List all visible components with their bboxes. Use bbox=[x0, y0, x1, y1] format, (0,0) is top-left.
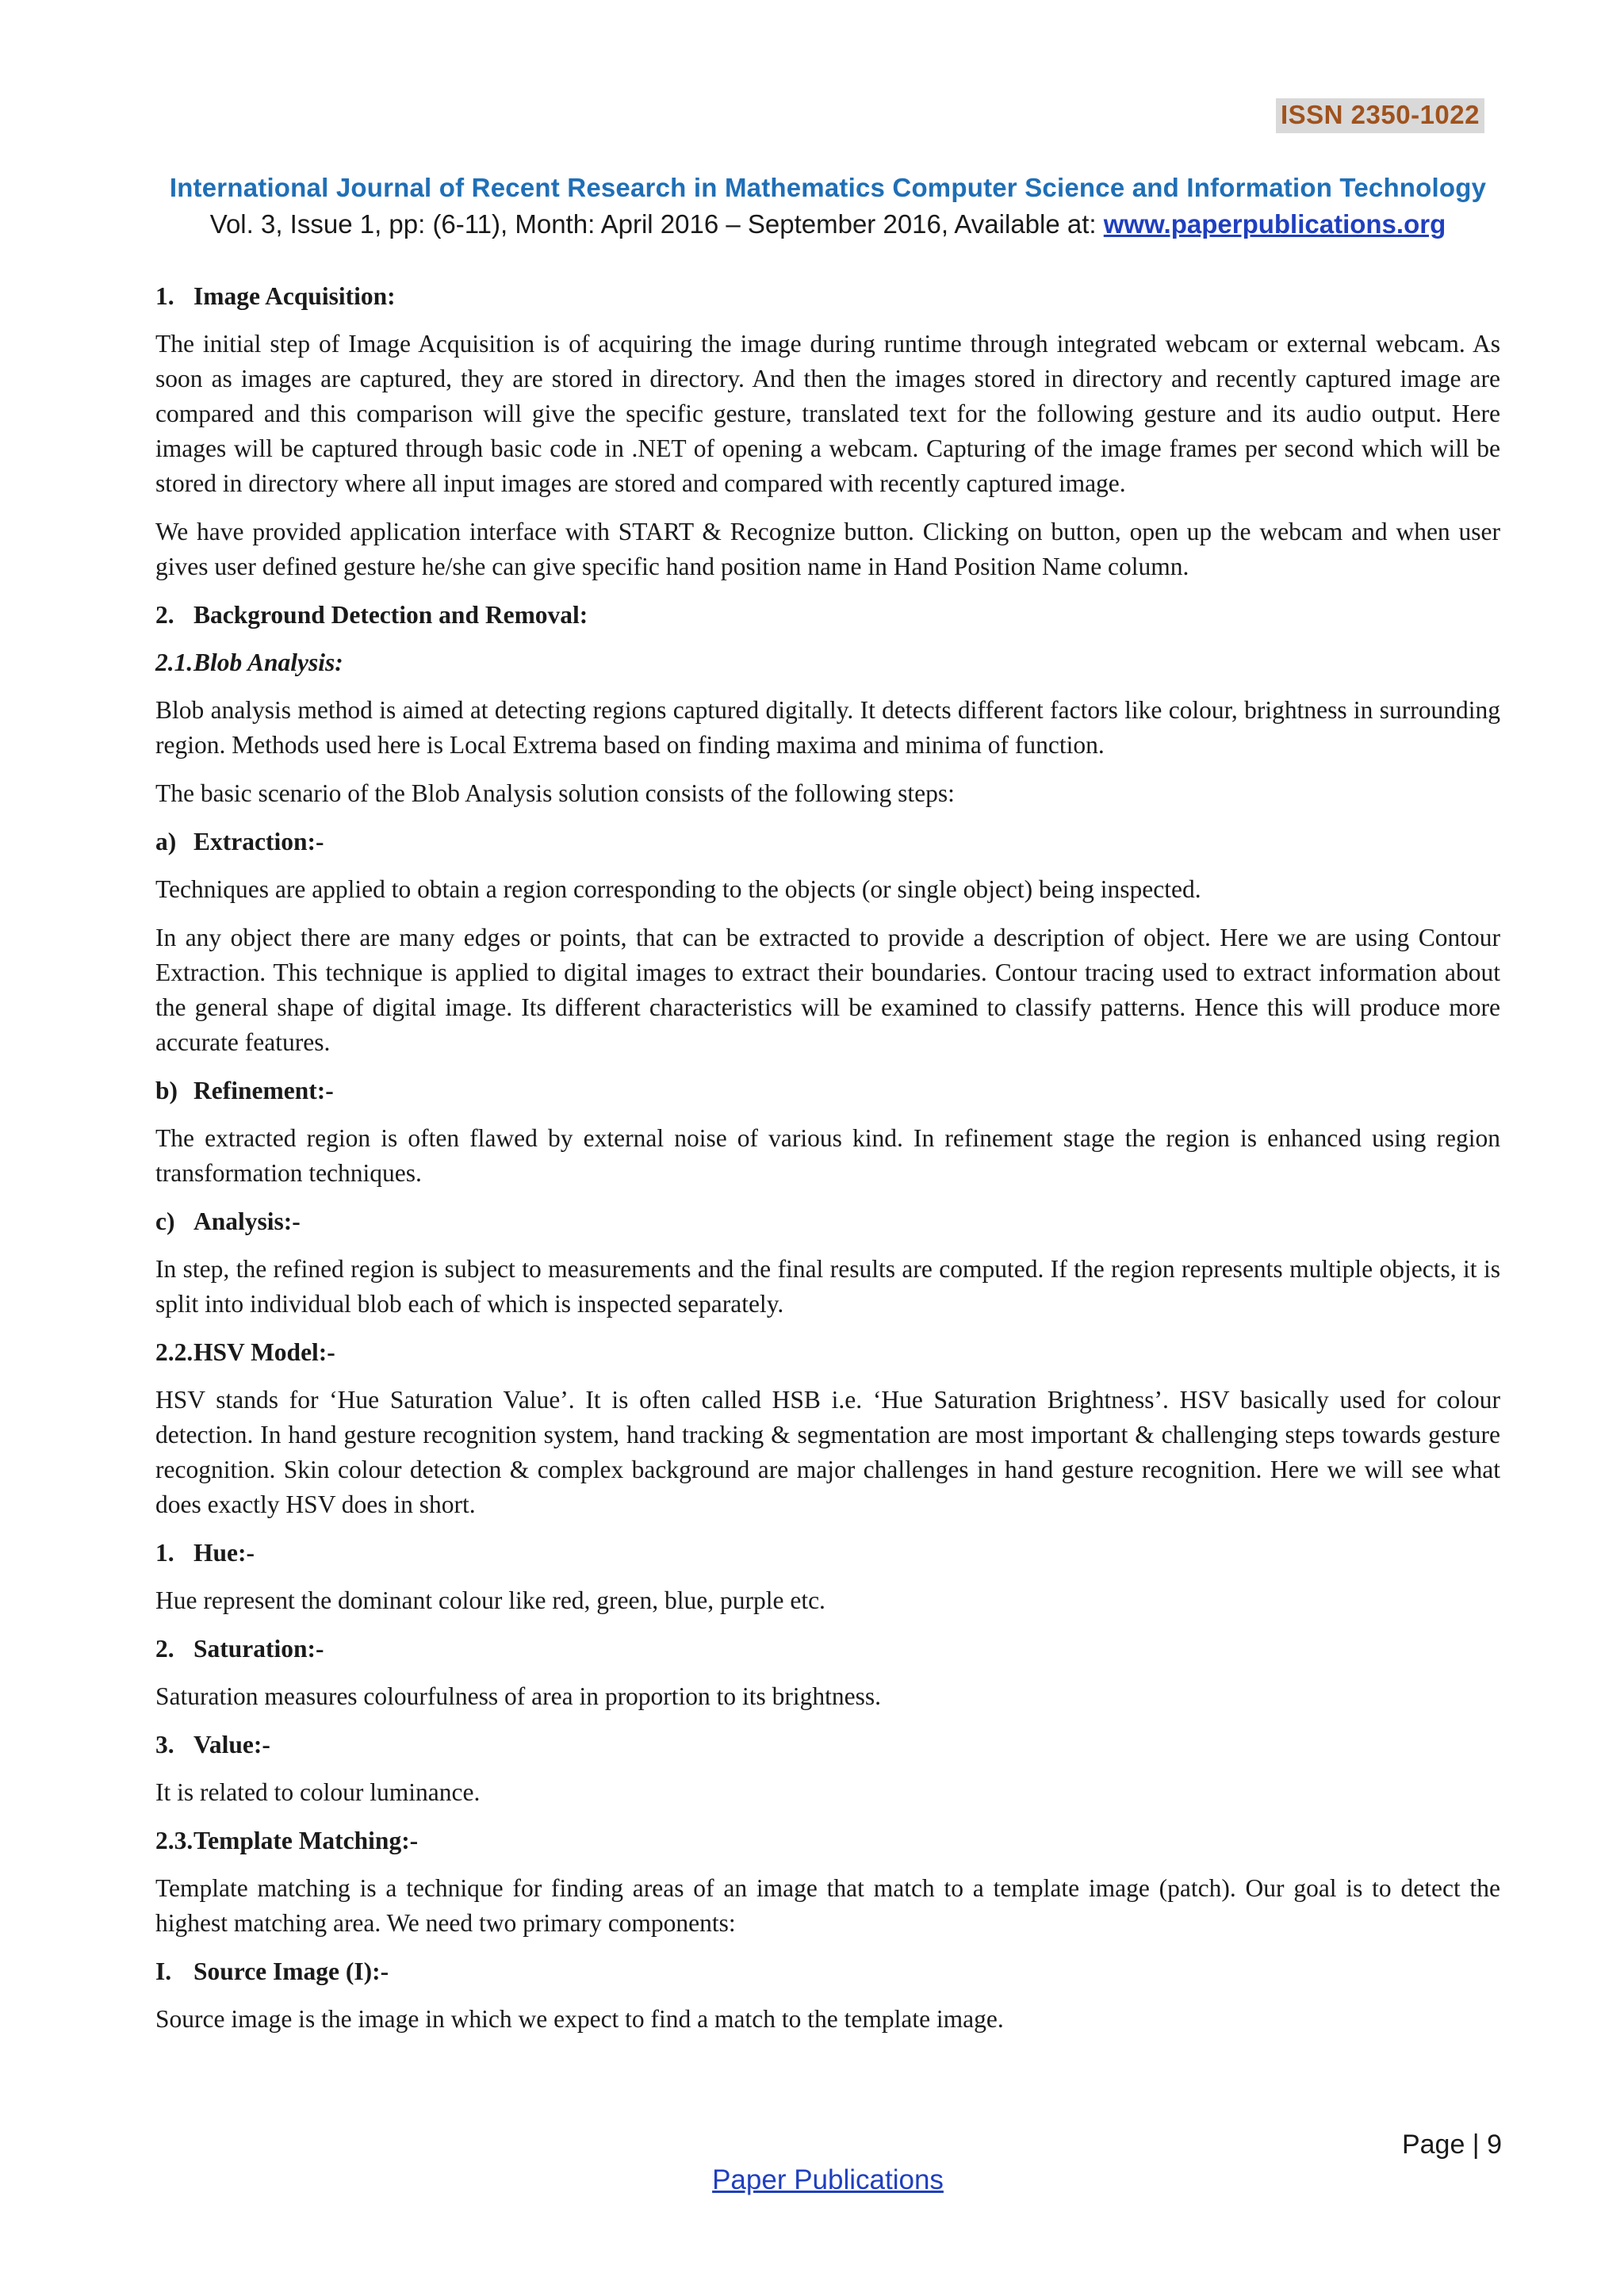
site-link[interactable]: www.paperpublications.org bbox=[1103, 209, 1446, 239]
section-title: Analysis:- bbox=[193, 1207, 301, 1235]
section-heading bbox=[155, 279, 1500, 314]
section-heading bbox=[155, 1204, 1500, 1239]
section-title: Image Acquisition: bbox=[193, 282, 396, 310]
paragraph: Template matching is a technique for finding areas of an image that match to a template image (patch). Our goal is to detect the highest matching area. We need two primary components: bbox=[155, 1874, 1500, 1937]
section-number: 2.1. bbox=[155, 649, 193, 676]
section-title: Saturation:- bbox=[193, 1635, 324, 1663]
footer bbox=[0, 2164, 1624, 2196]
paragraph: In step, the refined region is subject to measurements and the final results are computed. If the region represents multiple objects, it is split into individual blob each of which is inspected separately. bbox=[155, 1255, 1500, 1318]
page-number: Page | 9 bbox=[1401, 2130, 1502, 2160]
section-number: b) bbox=[155, 1077, 178, 1104]
section-number: 1. bbox=[155, 1539, 174, 1567]
paragraph: Blob analysis method is aimed at detecting regions captured digitally. It detects different factors like colour, brightness in surrounding region. Methods used here is Local Extrema based on finding maxima and minima of function. bbox=[155, 696, 1500, 759]
article-body bbox=[155, 279, 1500, 2050]
section-title: Background Detection and Removal: bbox=[193, 601, 588, 629]
section-heading bbox=[155, 1823, 1500, 1858]
section-number: 2. bbox=[155, 1635, 174, 1663]
paragraph: The initial step of Image Acquisition is of acquiring the image during runtime through integrated webcam or external webcam. As soon as images are captured, they are stored in directory. And then the images stored in directory and recently captured image are compared and this comparison will give the specific gesture, translated text for the following gesture and its audio output. Here images will be captured through basic code in .NET of opening a webcam. Capturing of the image frames per second which will be stored in directory where all input images are stored and compared with recently captured image. bbox=[155, 330, 1500, 497]
paragraph: Techniques are applied to obtain a region corresponding to the objects (or single object) being inspected. bbox=[155, 875, 1201, 903]
paragraph: We have provided application interface with START & Recognize button. Clicking on button, open up the webcam and when user gives user defined gesture he/she can give specific hand position name in Hand Position Name column. bbox=[155, 518, 1500, 580]
section-title: Blob Analysis: bbox=[193, 649, 343, 676]
section-heading bbox=[155, 1954, 1500, 1989]
section-heading bbox=[155, 1335, 1500, 1370]
section-number: 2.2. bbox=[155, 1338, 193, 1366]
section-title: Value:- bbox=[193, 1731, 270, 1758]
section-number: c) bbox=[155, 1207, 175, 1235]
section-heading bbox=[155, 1073, 1500, 1108]
section-number: I. bbox=[155, 1957, 172, 1985]
journal-title: International Journal of Recent Research in Mathematics Computer Science and Information Technology bbox=[169, 173, 1487, 202]
paragraph: The basic scenario of the Blob Analysis solution consists of the following steps: bbox=[155, 779, 955, 807]
paragraph: HSV stands for ‘Hue Saturation Value’. It is often called HSB i.e. ‘Hue Saturation Brightness’. HSV basically used for colour detection. In hand gesture recognition system, hand tracking & segmentation are most important & challenging steps towards gesture recognition. Skin colour detection & complex background are major challenges in hand gesture recognition. Here we will see what does exactly HSV does in short. bbox=[155, 1386, 1500, 1518]
section-title: Extraction:- bbox=[193, 828, 324, 855]
volume-info: Vol. 3, Issue 1, pp: (6-11), Month: April 2016 – September 2016, Available at: bbox=[209, 209, 1104, 239]
publisher-link[interactable]: Paper Publications bbox=[712, 2164, 944, 2195]
section-title: Hue:- bbox=[193, 1539, 255, 1567]
section-heading bbox=[155, 645, 1500, 680]
section-heading bbox=[155, 1728, 1500, 1762]
paragraph: In any object there are many edges or points, that can be extracted to provide a description of object. Here we are using Contour Extraction. This technique is applied to digital images to extract their boundaries. Contour tracing used to extract information about the general shape of digital image. Its different characteristics will be examined to classify patterns. Hence this will produce more accurate features. bbox=[155, 924, 1500, 1056]
volume-line bbox=[0, 209, 1624, 239]
section-heading bbox=[155, 1632, 1500, 1667]
section-number: 1. bbox=[155, 282, 174, 310]
paragraph: The extracted region is often flawed by external noise of various kind. In refinement stage the region is enhanced using region transformation techniques. bbox=[155, 1124, 1500, 1187]
section-number: 3. bbox=[155, 1731, 174, 1758]
section-title: HSV Model:- bbox=[193, 1338, 335, 1366]
paragraph: Source image is the image in which we expect to find a match to the template image. bbox=[155, 2005, 1004, 2033]
paragraph: Saturation measures colourfulness of area in proportion to its brightness. bbox=[155, 1682, 882, 1710]
section-heading bbox=[155, 825, 1500, 859]
issn-badge: ISSN 2350-1022 bbox=[1276, 98, 1484, 133]
paragraph: It is related to colour luminance. bbox=[155, 1778, 481, 1806]
section-heading bbox=[155, 598, 1500, 633]
paragraph: Hue represent the dominant colour like red, green, blue, purple etc. bbox=[155, 1586, 825, 1614]
section-title: Refinement:- bbox=[193, 1077, 334, 1104]
section-number: 2. bbox=[155, 601, 174, 629]
section-number: 2.3. bbox=[155, 1827, 193, 1854]
section-title: Template Matching:- bbox=[193, 1827, 419, 1854]
section-title: Source Image (I):- bbox=[193, 1957, 389, 1985]
section-number: a) bbox=[155, 828, 177, 855]
section-heading bbox=[155, 1536, 1500, 1571]
